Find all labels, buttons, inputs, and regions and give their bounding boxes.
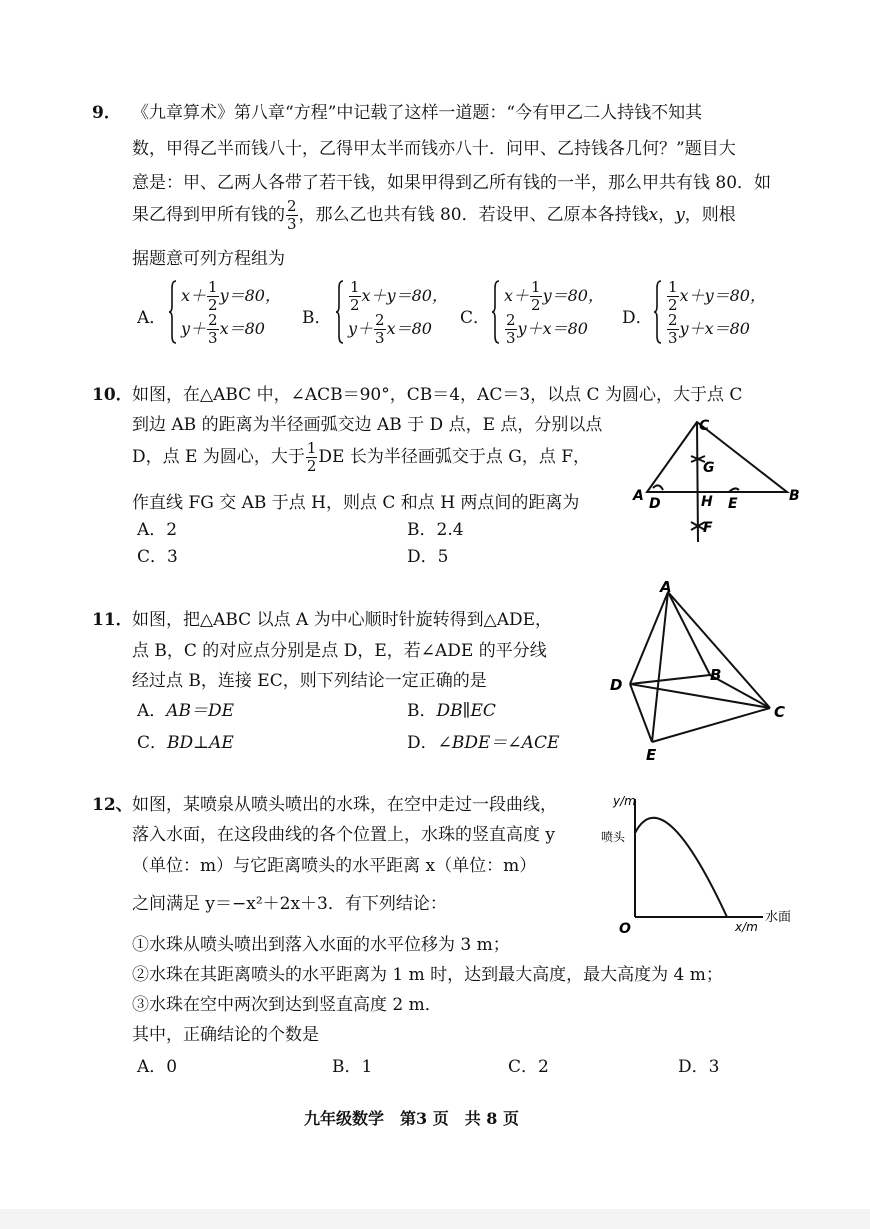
label-c: C — [774, 703, 786, 721]
variable-y: y — [675, 205, 685, 225]
equation-1: x＋ $\frac{1}{2}$ y＝80， — [504, 278, 604, 314]
question-10-option-c[interactable]: C．3 — [137, 547, 178, 567]
question-9-line-5: 据题意可列方程组为 — [132, 249, 285, 269]
nozzle-label: 喷头 — [601, 830, 626, 844]
question-10-line-4: 作直线 FG 交 AB 于点 H，则点 C 和点 H 两点间的距离为 — [132, 493, 580, 513]
conclusion-2: ②水珠在其距离喷头的水平距离为 1 m 时，达到最大高度，最大高度为 4 m； — [132, 965, 723, 985]
y-axis-label: y/m — [613, 794, 636, 808]
water-arc-curve — [635, 818, 727, 917]
label-c: C — [699, 418, 710, 434]
fraction: $\frac{1}{2}$ — [668, 278, 678, 314]
question-11-line-1: 如图，把△ABC 以点 A 为中心顺时针旋转得到△ADE， — [132, 610, 553, 630]
equation-2: y＋ $\frac{2}{3}$ x＝80 — [181, 311, 265, 347]
question-10-number: 10． — [92, 385, 133, 405]
scan-bottom-edge — [0, 1209, 870, 1229]
question-12-number: 12、 — [92, 795, 133, 815]
label-a: A — [633, 488, 644, 504]
question-11-number: 11． — [92, 610, 133, 630]
label-g: G — [703, 460, 715, 476]
label-e: E — [646, 746, 657, 764]
question-11-option-d[interactable]: D．∠BDE＝∠ACE — [407, 733, 560, 753]
line-fg — [697, 422, 698, 542]
label-b: B — [789, 488, 800, 504]
segment-ae — [652, 592, 668, 742]
water-surface-label: 水面 — [765, 910, 792, 925]
comma: ， — [658, 205, 676, 225]
question-9-option-b[interactable]: B． — [302, 308, 332, 328]
question-12-option-c[interactable]: C．2 — [508, 1057, 549, 1077]
question-12-line-1: 如图，某喷泉从喷头喷出的水珠，在空中走过一段曲线， — [132, 795, 557, 815]
question-11-line-2: 点 B，C 的对应点分别是点 D，E，若∠ADE 的平分线 — [132, 641, 547, 661]
question-11-option-c[interactable]: C．BD⊥AE — [137, 733, 234, 753]
question-9-option-d[interactable]: D． — [622, 308, 653, 328]
question-9-line-4 — [132, 196, 736, 234]
conclusion-1: ①水珠从喷头喷出到落入水面的水平位移为 3 m； — [132, 935, 510, 955]
question-10-line-1: 如图，在△ABC 中，∠ACB＝90°，CB＝4，AC＝3，以点 C 为圆心，大于点 C — [132, 385, 743, 405]
question-9-line-1: 《九章算术》第八章“方程”中记载了这样一道题：“今有甲乙二人持钱不知其 — [132, 103, 703, 123]
segment-ac — [668, 592, 770, 708]
variable-x: x — [648, 205, 659, 225]
left-brace — [169, 280, 177, 344]
label-f: F — [703, 520, 713, 536]
equation-2: $\frac{2}{3}$ y＋x＝80 — [506, 311, 588, 347]
question-10-line-3a: D，点 E 为圆心，大于 — [132, 447, 305, 467]
question-11-line-3: 经过点 B，连接 EC，则下列结论一定正确的是 — [132, 671, 487, 691]
fraction: $\frac{1}{2}$ — [350, 278, 360, 314]
question-12-option-a[interactable]: A．0 — [137, 1057, 178, 1077]
question-12-line-3: （单位：m）与它距离喷头的水平距离 x（单位：m） — [132, 856, 537, 876]
equation-1: $\frac{1}{2}$ x＋y＝80， — [668, 278, 766, 314]
fraction: $\frac{2}{3}$ — [375, 311, 385, 347]
label-b: B — [710, 666, 722, 684]
fraction: $\frac{1}{2}$ — [208, 278, 218, 314]
question-9-line-3: 意是：甲、乙两人各带了若干钱，如果甲得到乙所有钱的一半，那么甲共有钱 80．如 — [132, 173, 772, 193]
segment-de — [630, 684, 652, 742]
page-footer: 九年级数学 第3 页 共 8 页 — [304, 1109, 519, 1128]
equation-1: $\frac{1}{2}$ x＋y＝80， — [350, 278, 448, 314]
x-axis-label: x/m — [735, 920, 758, 934]
origin-label: O — [619, 921, 631, 937]
question-9-option-c[interactable]: C． — [460, 308, 491, 328]
question-11-option-a[interactable]: A．AB＝DE — [137, 701, 235, 721]
rotation-figure — [600, 580, 800, 770]
triangle-construction-figure — [625, 410, 805, 550]
question-10-line-2: 到边 AB 的距离为半径画弧交边 AB 于 D 点，E 点，分别以点 — [132, 415, 603, 435]
question-9-option-a[interactable]: A． — [137, 308, 167, 328]
label-d: D — [649, 496, 661, 512]
question-12-ask: 其中，正确结论的个数是 — [132, 1025, 319, 1045]
arc-d — [653, 485, 663, 490]
label-d: D — [610, 676, 623, 694]
triangle-abc — [647, 422, 787, 492]
question-12-line-2: 落入水面，在这段曲线的各个位置上，水珠的竖直高度 y — [132, 825, 556, 845]
left-brace — [492, 280, 500, 344]
question-9-line-2: 数，甲得乙半而钱八十，乙得甲太半而钱亦八十．问甲、乙持钱各几何？”题目大 — [132, 139, 736, 159]
fraction-two-thirds: $\frac{2}{3}$ — [287, 197, 297, 233]
question-9-line-4b: ，那么乙也共有钱 80．若设甲、乙原本各持钱 — [298, 205, 649, 225]
fraction: $\frac{2}{3}$ — [668, 311, 678, 347]
left-brace — [654, 280, 662, 344]
question-9-line-4a: 果乙得到甲所有钱的 — [132, 205, 285, 225]
label-e: E — [728, 496, 738, 512]
fraction: $\frac{2}{3}$ — [208, 311, 218, 347]
equation-system — [654, 278, 804, 347]
left-brace — [336, 280, 344, 344]
label-h: H — [701, 494, 713, 510]
question-12-option-b[interactable]: B．1 — [332, 1057, 373, 1077]
equation-2: $\frac{2}{3}$ y＋x＝80 — [668, 311, 750, 347]
segment-db — [630, 675, 710, 684]
question-10-option-a[interactable]: A．2 — [137, 520, 178, 540]
fraction: $\frac{1}{2}$ — [531, 278, 541, 314]
question-11-option-b[interactable]: B．DB∥EC — [407, 701, 496, 721]
question-12-line-4: 之间满足 y＝−x²＋2x＋3．有下列结论： — [132, 894, 447, 914]
fraction-one-half: $\frac{1}{2}$ — [306, 439, 317, 475]
segment-ec — [652, 708, 770, 742]
question-10-option-d[interactable]: D．5 — [407, 547, 449, 567]
question-9-number: 9． — [92, 103, 121, 123]
equation-2: y＋ $\frac{2}{3}$ x＝80 — [348, 311, 432, 347]
fountain-parabola-figure — [595, 785, 805, 940]
fraction: $\frac{2}{3}$ — [506, 311, 516, 347]
question-9-line-4c: ，则根 — [684, 205, 736, 225]
conclusion-3: ③水珠在空中两次到达到竖直高度 2 m． — [132, 995, 442, 1015]
equation-system — [492, 278, 642, 347]
equation-system — [169, 278, 319, 347]
question-10-line-3 — [132, 438, 590, 476]
question-10-line-3b: DE 长为半径画弧交于点 G，点 F， — [318, 447, 591, 467]
equation-1: x＋ $\frac{1}{2}$ y＝80， — [181, 278, 281, 314]
question-12-option-d[interactable]: D．3 — [678, 1057, 720, 1077]
question-10-option-b[interactable]: B．2.4 — [407, 520, 464, 540]
label-a: A — [660, 580, 672, 596]
